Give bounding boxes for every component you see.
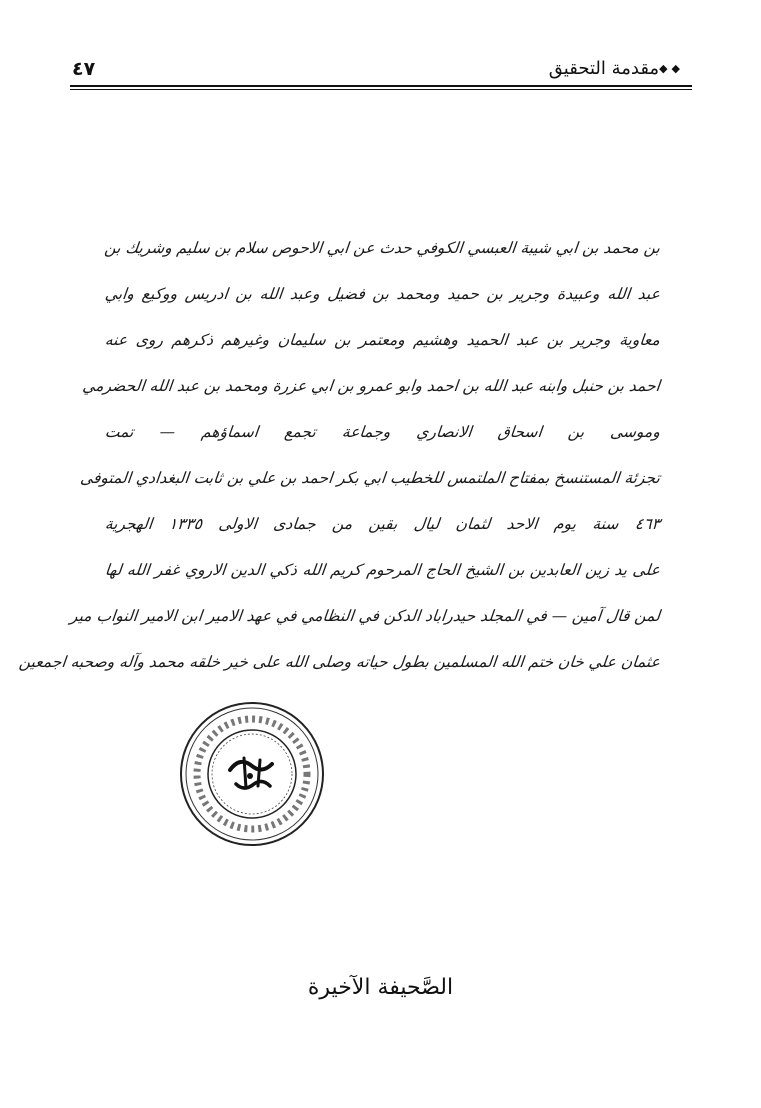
manuscript-line: على يد زين العابدين بن الشيخ الحاج المرحوم كريم الله ذكي الدين الاروي غفر الله لها [104,561,661,579]
page-caption: الصَّحيفة الآخيرة [307,975,454,1000]
manuscript-line: بن محمد بن ابي شيبة العبسي الكوفي حدث عن ابي الاحوص سلام بن سليم وشريك بن [103,239,661,257]
manuscript-line: عثمان علي خان ختم الله المسلمين بطول حياته وصلى الله على خير خلقه محمد وآله وصحبه اجمعين [18,653,661,671]
library-seal-stamp [178,700,326,848]
page-number: ٤٧ [72,58,96,80]
page-header [70,58,692,84]
header-rule [70,85,692,87]
manuscript-line: وموسى بن اسحاق الانصاري وجماعة تجمع اسماؤهم — تمت [104,423,661,441]
running-head [549,58,692,79]
manuscript-line: ٤٦٣ سنة يوم الاحد لثمان ليال بقين من جمادى الاولى ١٣٣٥ الهجرية [104,515,661,533]
manuscript-text [18,225,661,685]
running-title: مقدمة التحقيق [548,58,660,79]
manuscript-line: تجزئة المستنسخ بمفتاح الملتمس للخطيب ابي بكر احمد بن علي بن ثابت البغدادي المتوفى [79,469,661,487]
manuscript-line: احمد بن حنبل وابنه عبد الله بن احمد وابو عمرو بن ابي عزرة ومحمد بن عبد الله الحضرمي [81,377,661,395]
manuscript-line: لمن قال آمين — في المجلد حيدراباد الدكن في النظامي في عهد الامير ابن الامير النواب مير [69,607,661,625]
manuscript-line: عبد الله وعبيدة وجرير بن حميد ومحمد بن فضيل وعبد الله بن ادريس ووكيع وابي [104,285,661,303]
diamond-ornament-icon: ◆◆ [659,62,684,75]
header-rule-thin [70,89,692,90]
manuscript-line: معاوية وجرير بن عبد الحميد وهشيم ومعتمر بن سليمان وغيرهم ذكرهم روى عنه [104,331,661,349]
